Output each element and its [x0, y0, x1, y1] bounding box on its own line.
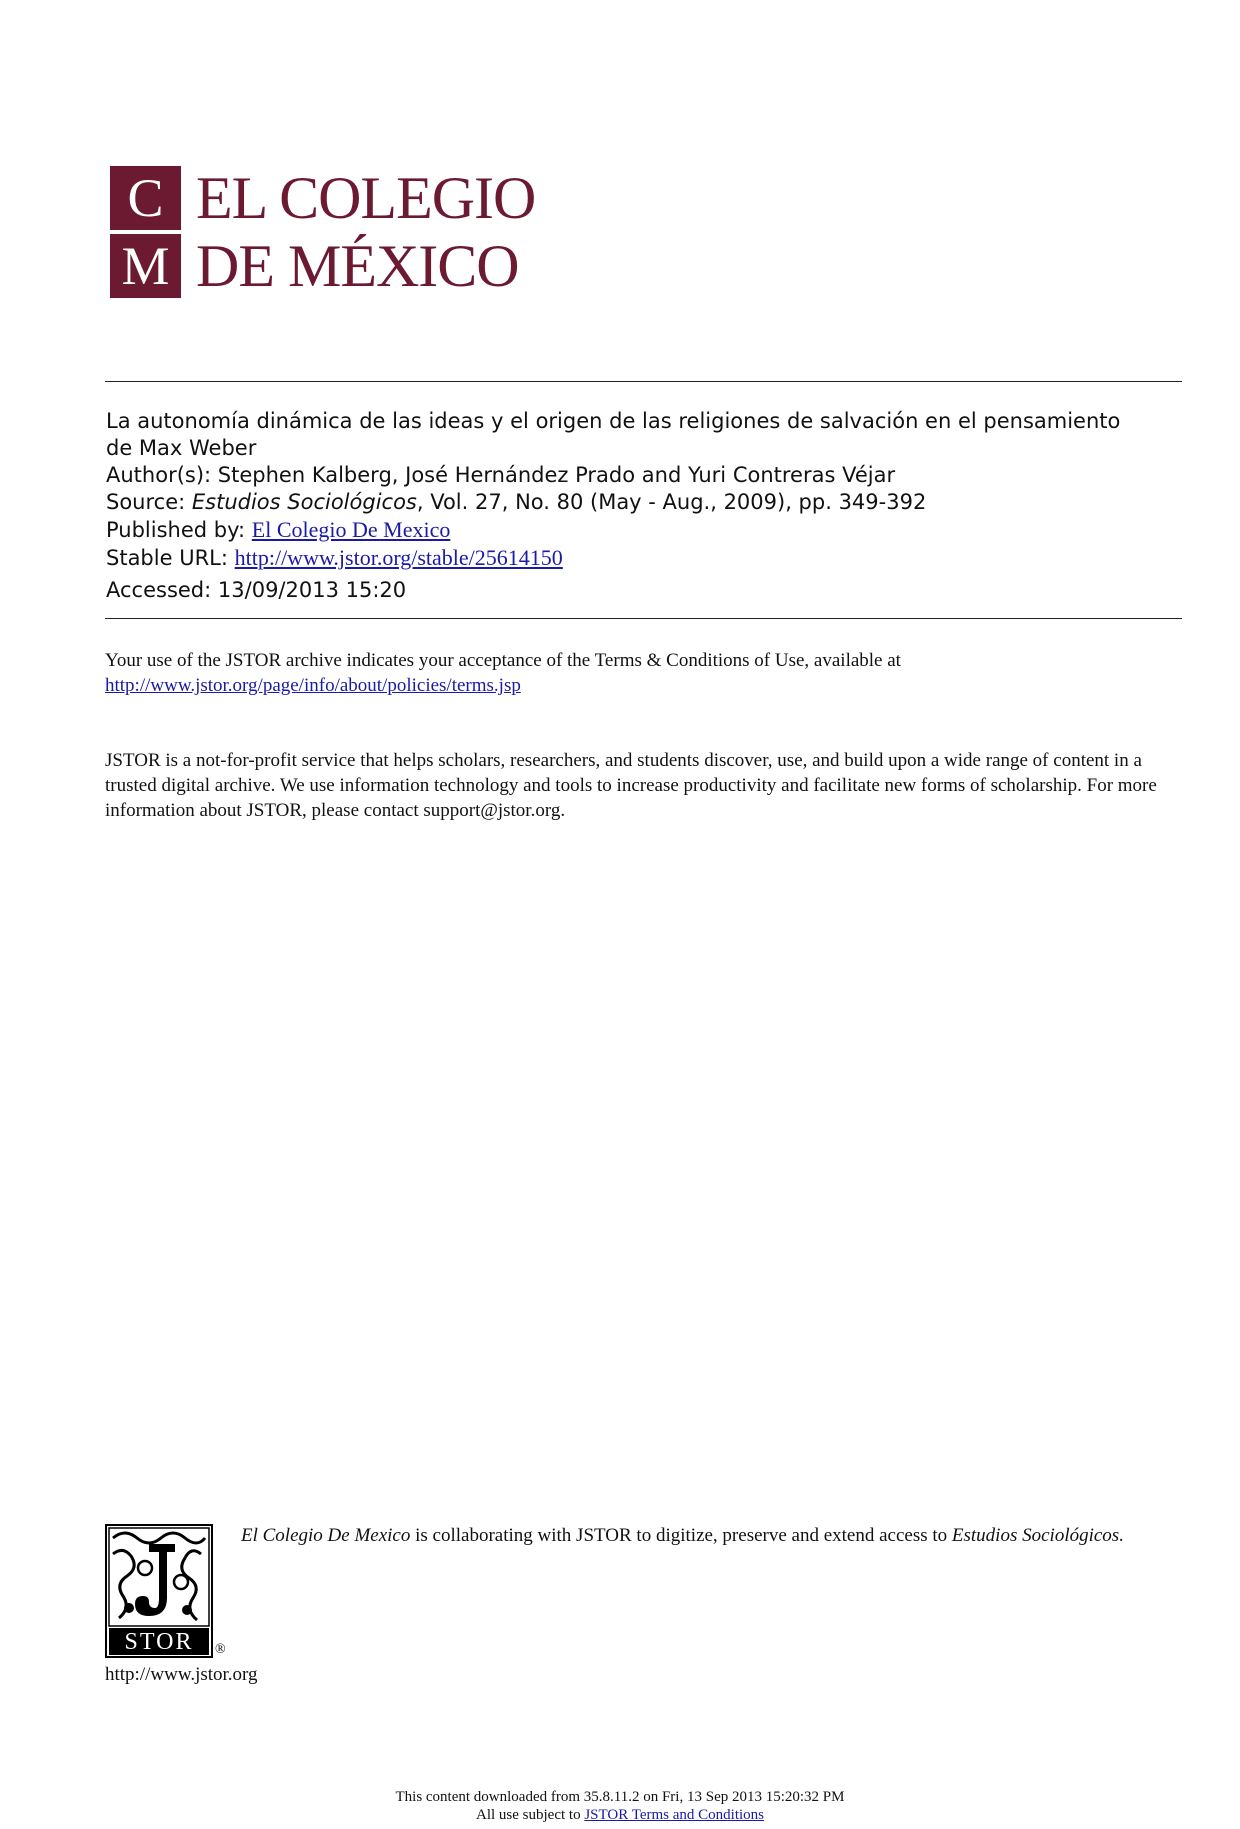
jstor-logo-text: STOR [124, 1629, 194, 1655]
collaboration-end: . [1119, 1525, 1124, 1546]
authors-value: Stephen Kalberg, José Hernández Prado and Yuri Contreras Véjar [217, 463, 896, 487]
footer-terms-link[interactable]: JSTOR Terms and Conditions [584, 1807, 764, 1823]
terms-notice-text: Your use of the JSTOR archive indicates your acceptance of the Terms & Conditions of Use, available at [105, 650, 901, 671]
authors-line [106, 462, 1182, 489]
terms-notice [105, 648, 1185, 698]
terms-link[interactable]: http://www.jstor.org/page/info/about/policies/terms.jsp [105, 675, 521, 696]
logo-text-line2: DE MÉXICO [196, 233, 519, 299]
divider-top [105, 381, 1182, 382]
citation-block [106, 408, 1182, 604]
collaboration-text [241, 1524, 1181, 1548]
article-title [106, 408, 1182, 462]
article-title-line1: La autonomía dinámica de las ideas y el origen de las religiones de salvación en el pensamiento [106, 409, 1121, 433]
logo-letter-m: M [110, 234, 181, 298]
article-title-line2: de Max Weber [106, 436, 257, 460]
source-label: Source: [106, 490, 186, 514]
footer-terms-prefix: All use subject to [476, 1807, 585, 1823]
collaboration-journal: Estudios Sociológicos [951, 1525, 1120, 1546]
publisher-link[interactable]: El Colegio De Mexico [251, 517, 451, 542]
registered-mark: ® [215, 1642, 226, 1657]
divider-bottom [105, 618, 1182, 619]
collaboration-middle: is collaborating with JSTOR to digitize, preserve and extend access to [410, 1525, 952, 1546]
about-notice: JSTOR is a not-for-profit service that helps scholars, researchers, and students discover, use, and build upon a wide range of content in a trusted digital archive. We use information technology and tools to increase productivity and facilitate new forms of scholarship. For more information about JSTOR, please contact support@jstor.org. [105, 750, 1157, 821]
published-label: Published by: [106, 518, 246, 542]
source-line [106, 489, 1182, 516]
logo-text-line1: EL COLEGIO [196, 165, 536, 231]
download-footer [0, 1788, 1240, 1824]
accessed-line [106, 577, 1182, 604]
footer-download-info: This content downloaded from 35.8.11.2 on Fri, 13 Sep 2013 15:20:32 PM [395, 1789, 845, 1805]
source-journal: Estudios Sociológicos [191, 490, 417, 514]
stable-url-line [106, 544, 1182, 572]
footer-terms-line [0, 1806, 1240, 1824]
authors-label: Author(s): [106, 463, 212, 487]
source-details: , Vol. 27, No. 80 (May - Aug., 2009), pp. 349-392 [416, 490, 927, 514]
collaboration-block [105, 1524, 1185, 1694]
accessed-label: Accessed: [106, 578, 212, 602]
publisher-logo [110, 166, 580, 300]
collaboration-partner: El Colegio De Mexico [241, 1525, 411, 1546]
publisher-line [106, 516, 1182, 544]
stable-url-label: Stable URL: [106, 546, 228, 570]
jstor-home-url: http://www.jstor.org [105, 1664, 258, 1685]
accessed-value: 13/09/2013 15:20 [217, 578, 407, 602]
logo-letter-c: C [110, 166, 181, 230]
stable-url-link[interactable]: http://www.jstor.org/stable/25614150 [234, 545, 563, 570]
